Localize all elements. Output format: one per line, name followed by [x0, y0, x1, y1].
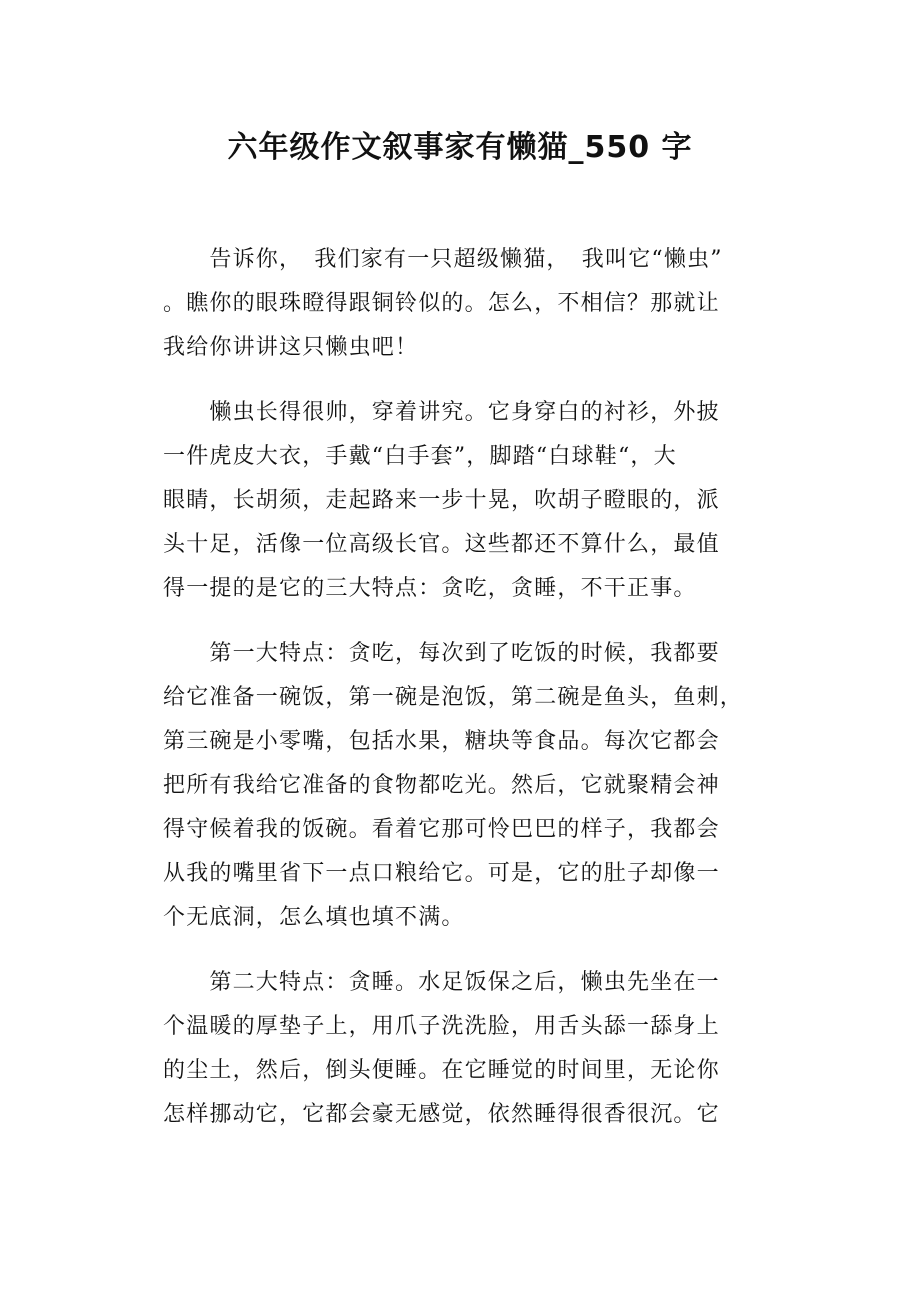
- paragraph-spacer: [163, 940, 759, 961]
- text-line: 第一大特点：贪吃，每次到了吃饭的时候，我都要: [163, 641, 720, 666]
- paragraph-trait-eating: [163, 632, 759, 940]
- text-line: 。瞧你的眼珠瞪得跟铜铃似的。怎么，不相信？那就让: [163, 291, 720, 316]
- text-line: 个无底洞，怎么填也填不满。: [163, 905, 465, 930]
- text-line: 得守候着我的饭碗。看着它那可怜巴巴的样子，我都会: [163, 817, 720, 842]
- text-line: 个温暖的厚垫子上，用爪子洗洗脸，用舌头舔一舔身上: [163, 1014, 720, 1039]
- text-line: 得一提的是它的三大特点：贪吃，贪睡，不干正事。: [163, 576, 697, 601]
- text-line: 怎样挪动它，它都会豪无感觉，依然睡得很香很沉。它: [163, 1102, 720, 1127]
- document-body: [163, 238, 759, 1137]
- text-line: 的尘土，然后，倒头便睡。在它睡觉的时间里，无论你: [163, 1058, 720, 1083]
- text-line: 一件虎皮大衣，手戴“白手套”，脚踏“白球鞋“，大: [163, 444, 677, 469]
- text-line: 第二大特点：贪睡。水足饭保之后，懒虫先坐在一: [163, 970, 720, 995]
- paragraph-spacer: [163, 611, 759, 632]
- text-line: 告诉你， 我们家有一只超级懒猫， 我叫它“懒虫”: [163, 247, 723, 272]
- document-title: 六年级作文叙事家有懒猫_550 字: [227, 130, 693, 165]
- text-line: 眼睛，长胡须，走起路来一步十晃，吹胡子瞪眼的，派: [163, 488, 720, 513]
- paragraph-intro: [163, 238, 759, 370]
- text-line: 懒虫长得很帅，穿着讲究。它身穿白的衬衫，外披: [163, 400, 720, 425]
- text-line: 把所有我给它准备的食物都吃光。然后，它就聚精会神: [163, 773, 720, 798]
- paragraph-spacer: [163, 370, 759, 391]
- text-line: 头十足，活像一位高级长官。这些都还不算什么，最值: [163, 532, 720, 557]
- text-line: 第三碗是小零嘴，包括水果，糖块等食品。每次它都会: [163, 729, 720, 754]
- text-line: 我给你讲讲这只懒虫吧！: [163, 335, 419, 360]
- text-line: 从我的嘴里省下一点口粮给它。可是，它的肚子却像一: [163, 861, 720, 886]
- paragraph-appearance: [163, 391, 759, 611]
- paragraph-trait-sleeping: [163, 961, 759, 1137]
- text-line: 给它准备一碗饭，第一碗是泡饭，第二碗是鱼头，鱼刺，: [163, 685, 744, 710]
